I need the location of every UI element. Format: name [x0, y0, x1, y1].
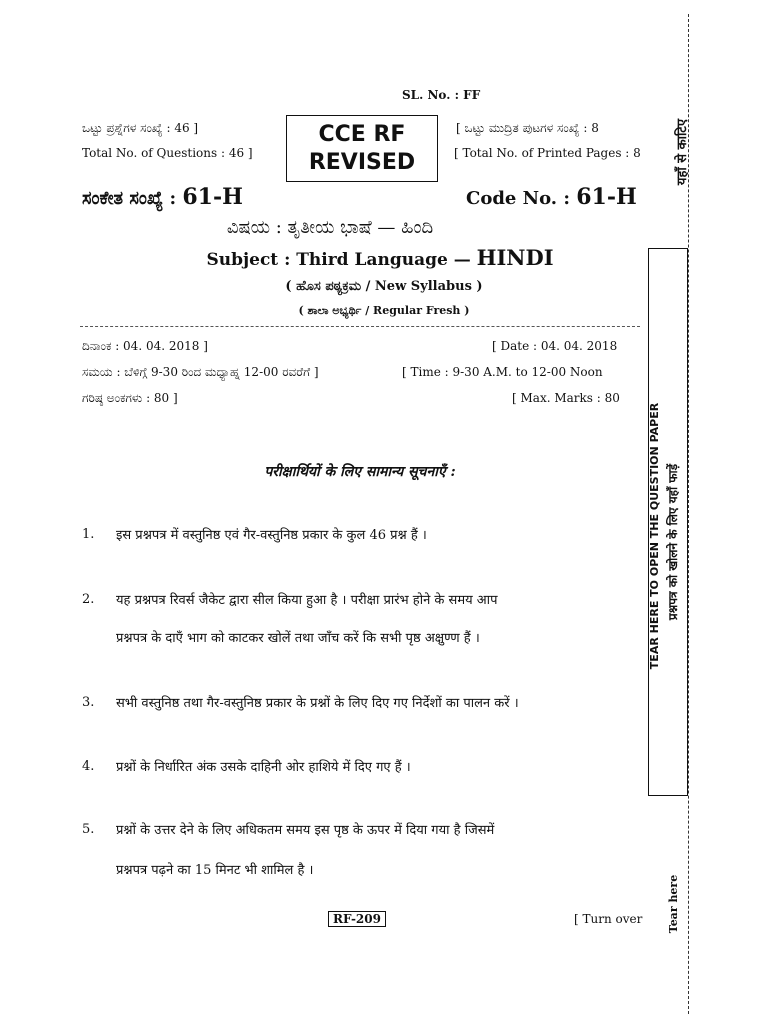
- printed-pages-kannada: [ ಒಟ್ಟು ಮುದ್ರಿತ ಪುಟಗಳ ಸಂಖ್ಯೆ : 8: [456, 121, 599, 135]
- cce-rf-label: CCE RF: [318, 121, 406, 147]
- syllabus-label: ( ಹೊಸ ಪಠ್ಯಕ್ರಮ / New Syllabus ): [285, 279, 483, 294]
- instructions-title: परीक्षार्थियों के लिए सामान्य सूचनाएँ :: [264, 464, 456, 480]
- tear-here-hindi: प्रश्नपत्र को खोलने के लिए यहाँ फाड़ें: [666, 463, 680, 621]
- subject-language: HINDI: [476, 245, 554, 270]
- instruction-1-number: 1.: [82, 527, 95, 542]
- subject-kannada: ವಿಷಯ : ತೃತೀಯ ಭಾಷೆ — ಹಿಂದಿ: [226, 217, 434, 238]
- instruction-5-number: 5.: [82, 822, 95, 837]
- instruction-3-number: 3.: [82, 695, 95, 710]
- time-kannada: ಸಮಯ : ಬೆಳಿಗ್ಗೆ 9-30 ರಿಂದ ಮಧ್ಯಾಹ್ನ 12-00 ರವರೆಗೆ ]: [82, 365, 319, 379]
- instruction-4-number: 4.: [82, 759, 95, 774]
- code-number-english: [466, 184, 637, 210]
- code-english-label: Code No. :: [466, 188, 570, 209]
- instruction-3-text: सभी वस्तुनिष्ठ तथा गैर-वस्तुनिष्ठ प्रकार के प्रश्नों के लिए दिए गए निर्देशों का पालन करें ।: [116, 696, 519, 711]
- divider: [80, 326, 640, 327]
- code-kannada-label: ಸಂಕೇತ ಸಂಖ್ಯೆ :: [82, 188, 177, 209]
- instruction-1-text: इस प्रश्नपत्र में वस्तुनिष्ठ एवं गैर-वस्तुनिष्ठ प्रकार के कुल 46 प्रश्न हैं ।: [116, 528, 427, 543]
- instruction-2-text-line1: यह प्रश्नपत्र रिवर्स जैकेट द्वारा सील किया हुआ है । परीक्षा प्रारंभ होने के समय आप: [116, 593, 498, 608]
- instruction-2-number: 2.: [82, 592, 95, 607]
- total-questions-kannada: ಒಟ್ಟು ಪ್ರಶ್ನೆಗಳ ಸಂಖ್ಯೆ : 46 ]: [82, 121, 199, 135]
- instruction-2-text-line2: प्रश्नपत्र के दाएँ भाग को काटकर खोलें तथा जाँच करें कि सभी पृष्ठ अक्षुण्ण हैं ।: [116, 631, 480, 646]
- tear-dashed-line[interactable]: [688, 14, 689, 1014]
- cce-rf-revised-box: [286, 115, 438, 182]
- date-english: [ Date : 04. 04. 2018: [492, 339, 618, 353]
- total-questions-english: Total No. of Questions : 46 ]: [82, 146, 253, 160]
- time-english: [ Time : 9-30 A.M. to 12-00 Noon: [402, 365, 603, 379]
- instruction-5-text-line2: प्रश्नपत्र पढ़ने का 15 मिनट भी शामिल है ।: [116, 863, 314, 878]
- paper-code-box: RF-209: [328, 911, 386, 927]
- turn-over-label: [ Turn over: [574, 912, 643, 926]
- code-kannada-value: 61-H: [182, 184, 243, 210]
- tear-here-english: TEAR HERE TO OPEN THE QUESTION PAPER: [648, 402, 661, 670]
- subject-english-prefix: Subject : Third Language —: [206, 250, 471, 270]
- code-english-value: 61-H: [576, 184, 637, 210]
- regular-fresh-label: ( ಶಾಲಾ ಅಭ್ಯರ್ಥಿ / Regular Fresh ): [298, 304, 470, 317]
- max-marks-english: [ Max. Marks : 80: [512, 391, 620, 405]
- instruction-5-text-line1: प्रश्नों के उत्तर देने के लिए अधिकतम समय इस पृष्ठ के ऊपर में दिया गया है जिसमें: [116, 823, 495, 838]
- code-number-kannada: [82, 184, 243, 210]
- serial-number: SL. No. : FF: [402, 88, 481, 102]
- printed-pages-english: [ Total No. of Printed Pages : 8: [454, 146, 641, 160]
- date-kannada: ದಿನಾಂಕ : 04. 04. 2018 ]: [82, 339, 208, 353]
- tear-here-bottom-label: Tear here: [667, 874, 680, 934]
- revised-label: REVISED: [308, 149, 416, 175]
- cut-here-label: यहाँ से काटिए: [675, 118, 690, 186]
- max-marks-kannada: ಗರಿಷ್ಠ ಅಂಕಗಳು : 80 ]: [82, 391, 178, 405]
- instruction-4-text: प्रश्नों के निर्धारित अंक उसके दाहिनी ओर हाशिये में दिए गए हैं ।: [116, 760, 411, 775]
